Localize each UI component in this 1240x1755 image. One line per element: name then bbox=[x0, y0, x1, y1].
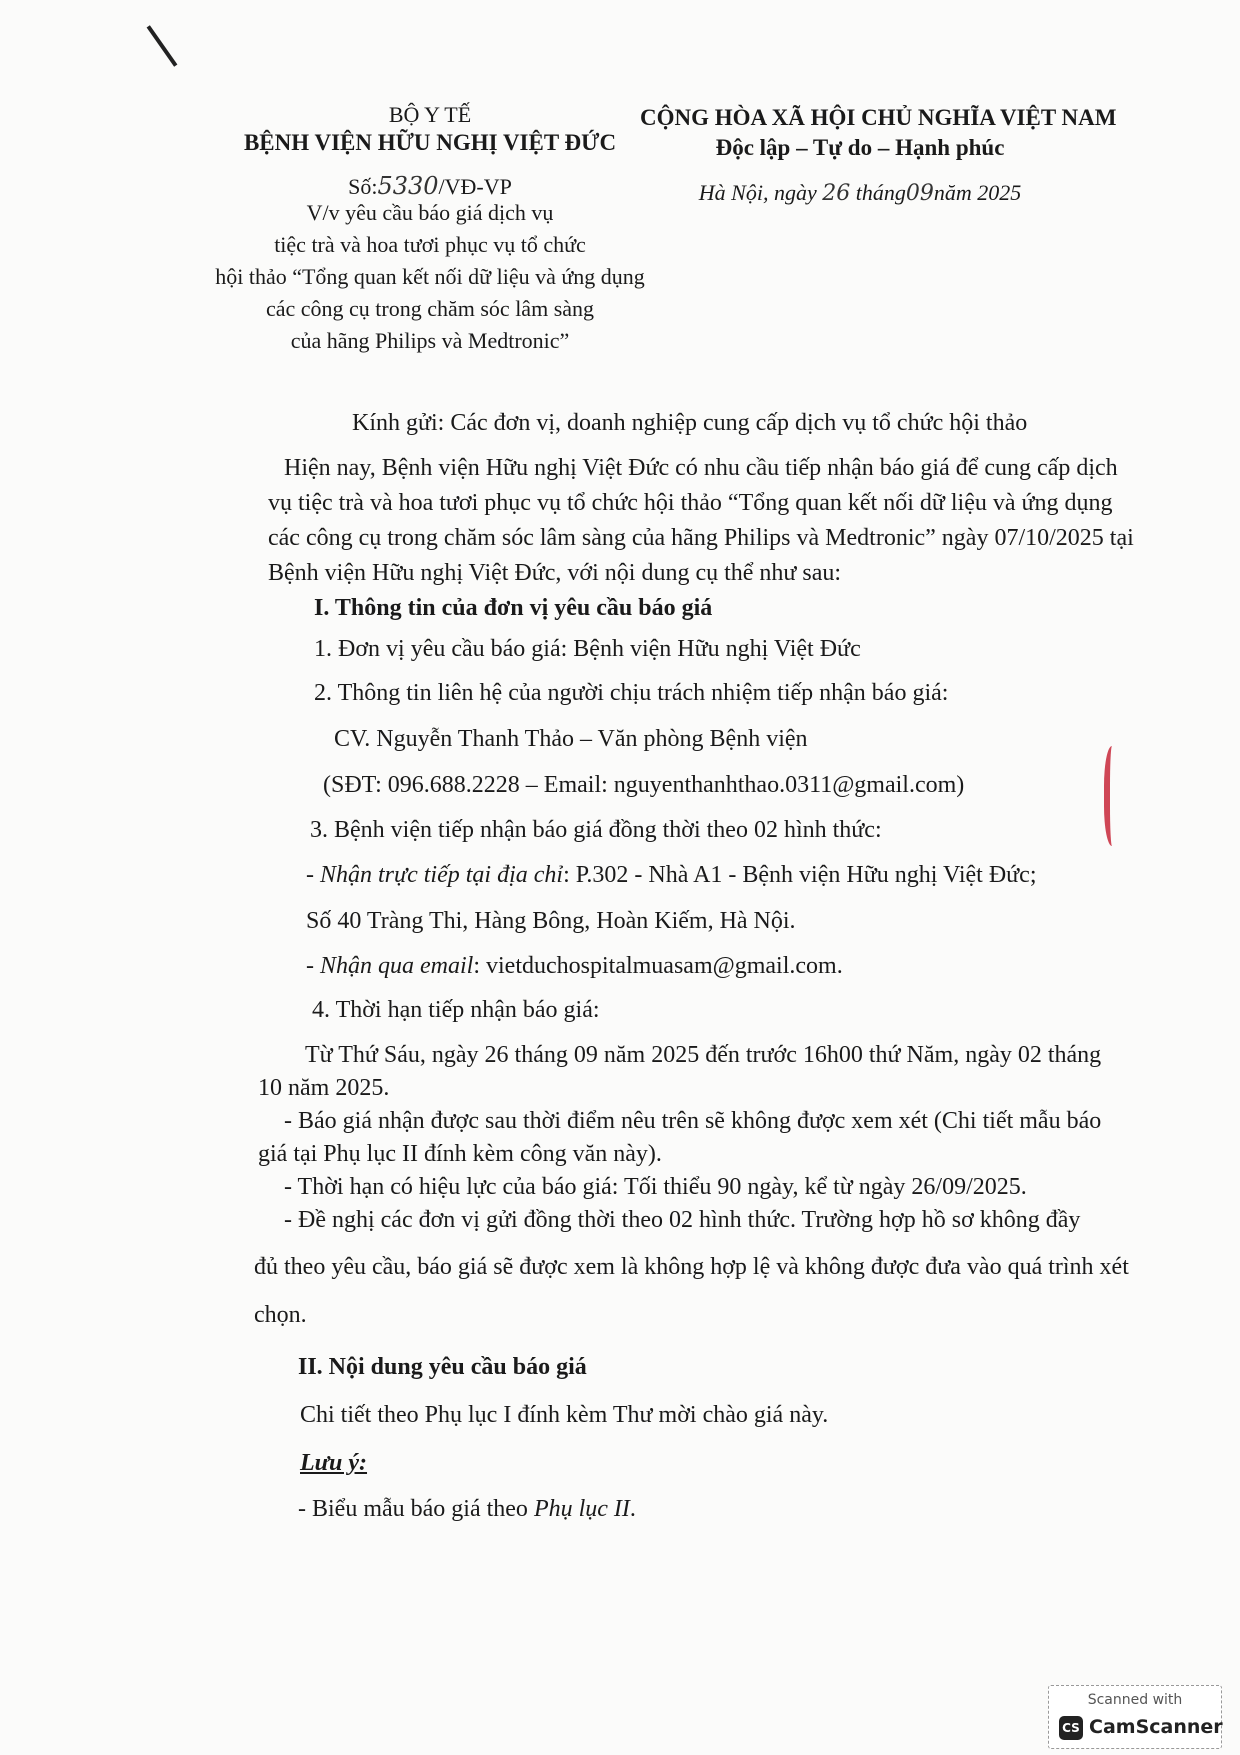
direct-label: - Nhận trực tiếp tại địa chỉ bbox=[306, 862, 564, 888]
note-line: đủ theo yêu cầu, báo giá sẽ được xem là không hợp lệ và không được đưa vào quá trình xét bbox=[254, 1254, 1129, 1280]
date-year: năm 2025 bbox=[933, 180, 1022, 205]
date-month-prefix: tháng bbox=[855, 180, 906, 205]
section-1-item-4: 4. Thời hạn tiếp nhận báo giá: bbox=[312, 997, 600, 1023]
contact-name: CV. Nguyễn Thanh Thảo – Văn phòng Bệnh viện bbox=[334, 726, 808, 752]
date-prefix: Hà Nội, ngày bbox=[698, 180, 817, 205]
note-line: chọn. bbox=[254, 1302, 307, 1328]
email-value: : vietduchospitalmuasam@gmail.com. bbox=[473, 953, 843, 979]
period-line: Từ Thứ Sáu, ngày 26 tháng 09 năm 2025 đến trước 16h00 thứ Năm, ngày 02 tháng bbox=[305, 1042, 1102, 1068]
intro-line: vụ tiệc trà và hoa tươi phục vụ tổ chức hội thảo “Tổng quan kết nối dữ liệu và ứng dụng bbox=[268, 490, 1113, 516]
section-2-text: Chi tiết theo Phụ lục I đính kèm Thư mời chào giá này. bbox=[300, 1402, 829, 1428]
scan-mark bbox=[147, 25, 178, 67]
intro-line: các công cụ trong chăm sóc lâm sàng của hãng Philips và Medtronic” ngày 07/10/2025 tại bbox=[268, 525, 1134, 551]
direct-submission bbox=[306, 862, 1037, 889]
subject-line: của hãng Philips và Medtronic” bbox=[290, 328, 570, 353]
subject-line: V/v yêu cầu báo giá dịch vụ bbox=[306, 200, 554, 225]
ministry-name: BỘ Y TẾ bbox=[388, 102, 472, 127]
recipient-line: Kính gửi: Các đơn vị, doanh nghiệp cung cấp dịch vụ tổ chức hội thảo bbox=[352, 410, 1028, 436]
subject-line: tiệc trà và hoa tươi phục vụ tổ chức bbox=[274, 232, 586, 257]
template-note-prefix: - Biểu mẫu báo giá theo bbox=[298, 1496, 534, 1522]
note-line: - Báo giá nhận được sau thời điểm nêu trên sẽ không được xem xét (Chi tiết mẫu báo bbox=[284, 1108, 1102, 1134]
section-1-heading: I. Thông tin của đơn vị yêu cầu báo giá bbox=[314, 595, 713, 621]
period-line: 10 năm 2025. bbox=[258, 1075, 390, 1101]
hospital-name: BỆNH VIỆN HỮU NGHỊ VIỆT ĐỨC bbox=[243, 130, 617, 155]
template-note bbox=[298, 1496, 636, 1523]
scanned-with-text: Scanned with bbox=[1087, 1692, 1183, 1708]
section-2-heading: II. Nội dung yêu cầu báo giá bbox=[298, 1354, 587, 1380]
intro-line: Bệnh viện Hữu nghị Việt Đức, với nội dung cụ thể như sau: bbox=[268, 560, 842, 586]
camscanner-badge bbox=[1048, 1685, 1222, 1749]
red-stamp-edge bbox=[1104, 746, 1124, 846]
camscanner-name: CamScanner bbox=[1089, 1716, 1223, 1738]
contact-phone-email: (SĐT: 096.688.2228 – Email: nguyenthanhthao.0311@gmail.com) bbox=[323, 772, 965, 798]
doc-number-suffix: /VĐ-VP bbox=[438, 174, 512, 199]
note-line: - Thời hạn có hiệu lực của báo giá: Tối thiểu 90 ngày, kể từ ngày 26/09/2025. bbox=[284, 1174, 1027, 1200]
direct-value: : P.302 - Nhà A1 - Bệnh viện Hữu nghị Việt Đức; bbox=[563, 862, 1037, 888]
section-1-item-1: 1. Đơn vị yêu cầu báo giá: Bệnh viện Hữu nghị Việt Đức bbox=[314, 636, 861, 662]
subject-line: hội thảo “Tổng quan kết nối dữ liệu và ứng dụng bbox=[215, 264, 645, 289]
national-motto: Độc lập – Tự do – Hạnh phúc bbox=[715, 135, 1005, 160]
country-name: CỘNG HÒA XÃ HỘI CHỦ NGHĨA VIỆT NAM bbox=[640, 105, 1117, 130]
date-month: 09 bbox=[905, 181, 934, 206]
date-day: 26 bbox=[822, 181, 851, 206]
document-number bbox=[190, 172, 670, 200]
camscanner-logo-icon: CS bbox=[1059, 1716, 1083, 1740]
template-note-appendix: Phụ lục II bbox=[533, 1496, 630, 1522]
note-label: Lưu ý: bbox=[300, 1450, 368, 1476]
section-1-item-3: 3. Bệnh viện tiếp nhận báo giá đồng thời theo 02 hình thức: bbox=[310, 817, 882, 843]
note-line: - Đề nghị các đơn vị gửi đồng thời theo 02 hình thức. Trường hợp hồ sơ không đầy bbox=[284, 1207, 1081, 1233]
template-note-suffix: . bbox=[629, 1496, 636, 1522]
hospital-address: Số 40 Tràng Thi, Hàng Bông, Hoàn Kiếm, Hà Nội. bbox=[306, 908, 796, 934]
doc-number-prefix: Số: bbox=[348, 174, 378, 199]
doc-number-handwritten: 5330 bbox=[377, 172, 439, 200]
intro-line: Hiện nay, Bệnh viện Hữu nghị Việt Đức có nhu cầu tiếp nhận báo giá để cung cấp dịch bbox=[284, 455, 1118, 481]
email-submission bbox=[306, 953, 843, 980]
email-label: - Nhận qua email bbox=[306, 953, 474, 979]
section-1-item-2: 2. Thông tin liên hệ của người chịu trách nhiệm tiếp nhận báo giá: bbox=[314, 680, 949, 706]
date-line bbox=[640, 180, 1080, 206]
subject-line: các công cụ trong chăm sóc lâm sàng bbox=[265, 296, 595, 321]
note-line: giá tại Phụ lục II đính kèm công văn này). bbox=[258, 1141, 662, 1167]
